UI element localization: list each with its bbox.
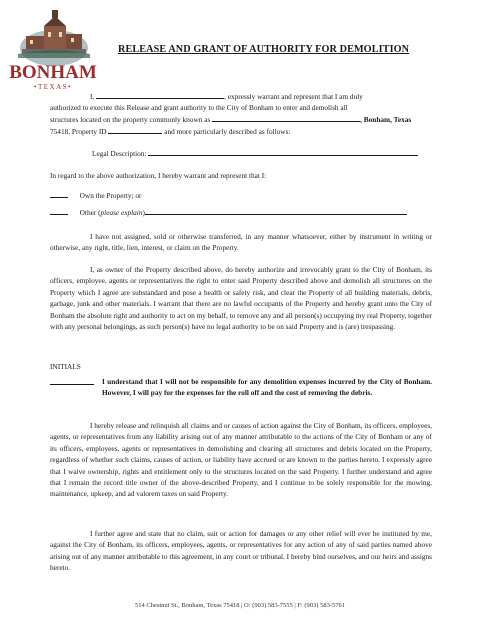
document-title: RELEASE AND GRANT OF AUTHORITY FOR DEMOLITION	[118, 44, 410, 55]
name-field[interactable]	[96, 90, 224, 99]
paragraph-assigned: I have not assigned, sold or otherwise transferred, in any manner whatsoever, either by instrument in writing or otherwise, any right, title, lien, interest, or claim on the Property.	[50, 232, 432, 253]
other-checkbox-blank[interactable]	[50, 206, 68, 215]
other-option	[50, 206, 407, 218]
logo-name: BONHAM	[9, 62, 97, 83]
other-explain-field[interactable]	[145, 206, 407, 215]
bonham-logo	[9, 6, 97, 104]
intro-l3a: structures located on the property commonly known as	[50, 115, 211, 124]
other-label: Other (	[79, 208, 101, 217]
other-explain: please explain	[100, 208, 143, 217]
intro-l4b: and more particularly described as follows:	[164, 126, 291, 136]
regard-text: In regard to the above authorization, I hereby warrant and represent that I:	[50, 171, 267, 180]
logo-sub: •TEXAS•	[34, 83, 72, 91]
initials-row	[50, 376, 94, 388]
intro-line-4	[50, 125, 290, 137]
own-label: Own the Property; or	[79, 191, 142, 200]
legal-description-label: Legal Description:	[92, 149, 147, 158]
initials-statement: I understand that I will not be responsible for any demolition expenses incurred by the City of Bonham. However, I will pay for the expenses for the roll off and the cost of removing the debris.	[102, 377, 432, 398]
own-checkbox-blank[interactable]	[50, 189, 68, 198]
paragraph-further: I further agree and state that no claim, suit or action for damages or any other relief will ever be instituted by me, against the City of Bonham, its officers, employees, agents, or representatives for any action of any of said parties named above arising out of any manner attributable to this agreement, in any court or tribunal. I hereby bind ourselves, and our heirs and assigns hereto.	[50, 529, 432, 573]
other-paren: )	[142, 208, 145, 217]
intro-l1: , expressly warrant and represent that I am duly	[224, 92, 363, 101]
intro-l3b: , Bonham, Texas	[360, 115, 412, 124]
paragraph-release: I hereby release and relinquish all claims and or causes of action against the City of Bonham, its officers, employees, agents, or representatives from any liability arising out of any manner attributable to the actions of the City of Bonham or any of its officers, employees, agents or representatives in demolishing and clearing all structures and debris located on the Property, regardless of whether such claims, causes of action, or liability have accrued or are known to the parties hereto. I expressly agree that I waive ownership, rights and entitlement only to the structures located on the said Property. I further understand and agree that I remain the record title owner of the above-described Property, and I continue to be solely responsible for the mowing, maintenance, upkeep, and ad valorem taxes on said Property.	[50, 421, 432, 499]
initials-field[interactable]	[50, 376, 94, 385]
intro-l4a: 75418, Property ID	[50, 126, 107, 136]
legal-description-field[interactable]	[148, 147, 418, 156]
paragraph-owner: I, as owner of the Property described above, do hereby authorize and irrevocably grant to the City of Bonham, its officers, employee, agents or representatives the right to enter said Property described above and demolish all structures on the Property which I agree are substandard and pose a health or safety risk, and clear the Property of all building materials, debris, garbage, junk and other materials. I warrant that there are no lawful occupants of the Property and hereby grant unto the City of Bonham the absolute right and authority to act on my behalf, to remove any and all person(s) occupying my real Property, together with any personal belongings, as such person(s) have no legal authority to be on said Property and is (are) trespassing.	[50, 265, 432, 332]
footer-contact: 514 Chestnut St., Bonham, Texas 75418 | O: (903) 583-7555 | F: (903) 583-5761	[134, 602, 346, 609]
property-id-field[interactable]	[108, 125, 162, 134]
property-address-field[interactable]	[212, 113, 360, 122]
intro-line-2: authorized to execute this Release and grant authority to the City of Bonham to enter and demolish all	[50, 102, 348, 112]
own-option	[50, 189, 141, 201]
initials-heading: INITIALS	[50, 362, 81, 371]
logo-graphic	[9, 6, 97, 104]
legal-description-line	[92, 147, 418, 159]
intro-i: I,	[90, 92, 95, 101]
